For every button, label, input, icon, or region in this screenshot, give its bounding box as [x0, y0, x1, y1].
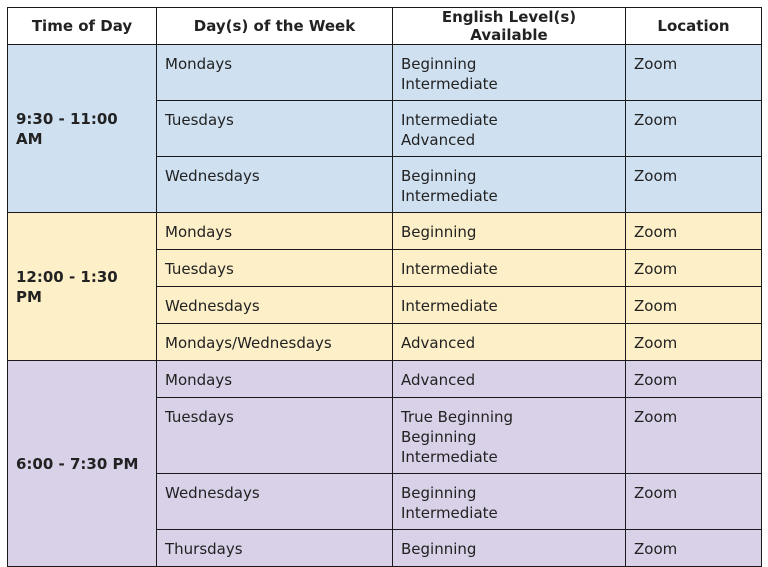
table-row [8, 361, 762, 398]
levels-cell [393, 101, 626, 157]
level-text: Intermediate [401, 75, 498, 93]
levels-cell [393, 157, 626, 213]
location-cell: Zoom [626, 101, 762, 157]
levels-cell [393, 250, 626, 287]
level-text: True Beginning [401, 408, 514, 426]
level-text: Intermediate [401, 187, 498, 205]
day-cell: Mondays/Wednesdays [157, 324, 393, 361]
time-slot-cell: 6:00 - 7:30 PM [8, 361, 157, 567]
level-text: Advanced [401, 371, 476, 389]
time-slot-cell: 9:30 - 11:00 AM [8, 45, 157, 213]
location-cell: Zoom [626, 530, 762, 567]
level-text: Beginning [401, 540, 477, 558]
levels-cell [393, 213, 626, 250]
day-cell: Wednesdays [157, 474, 393, 530]
location-cell: Zoom [626, 250, 762, 287]
level-text: Intermediate [401, 260, 498, 278]
levels-cell [393, 530, 626, 567]
location-cell: Zoom [626, 324, 762, 361]
location-cell: Zoom [626, 287, 762, 324]
level-text: Intermediate [401, 504, 498, 522]
table-row [8, 45, 762, 101]
header-time-of-day: Time of Day [8, 8, 157, 45]
level-text: Intermediate [401, 448, 498, 466]
location-cell: Zoom [626, 213, 762, 250]
location-cell: Zoom [626, 474, 762, 530]
day-cell: Tuesdays [157, 101, 393, 157]
location-cell: Zoom [626, 45, 762, 101]
level-text: Intermediate [401, 111, 498, 129]
day-cell: Tuesdays [157, 398, 393, 474]
location-cell: Zoom [626, 398, 762, 474]
level-text: Intermediate [401, 297, 498, 315]
time-slot-cell: 12:00 - 1:30 PM [8, 213, 157, 361]
location-cell: Zoom [626, 157, 762, 213]
day-cell: Mondays [157, 213, 393, 250]
day-cell: Mondays [157, 45, 393, 101]
header-english-levels: English Level(s) Available [393, 8, 626, 45]
levels-cell [393, 324, 626, 361]
level-text: Advanced [401, 131, 476, 149]
day-cell: Wednesdays [157, 287, 393, 324]
level-text: Beginning [401, 428, 477, 446]
levels-cell [393, 474, 626, 530]
level-text: Beginning [401, 167, 477, 185]
level-text: Beginning [401, 223, 477, 241]
level-text: Beginning [401, 484, 477, 502]
header-location: Location [626, 8, 762, 45]
levels-cell [393, 361, 626, 398]
day-cell: Wednesdays [157, 157, 393, 213]
level-text: Beginning [401, 55, 477, 73]
levels-cell [393, 287, 626, 324]
day-cell: Mondays [157, 361, 393, 398]
day-cell: Tuesdays [157, 250, 393, 287]
header-row [8, 8, 762, 45]
location-cell: Zoom [626, 361, 762, 398]
table-row [8, 213, 762, 250]
schedule-table [7, 7, 762, 567]
level-text: Advanced [401, 334, 476, 352]
levels-cell [393, 398, 626, 474]
header-days-of-week: Day(s) of the Week [157, 8, 393, 45]
levels-cell [393, 45, 626, 101]
day-cell: Thursdays [157, 530, 393, 567]
